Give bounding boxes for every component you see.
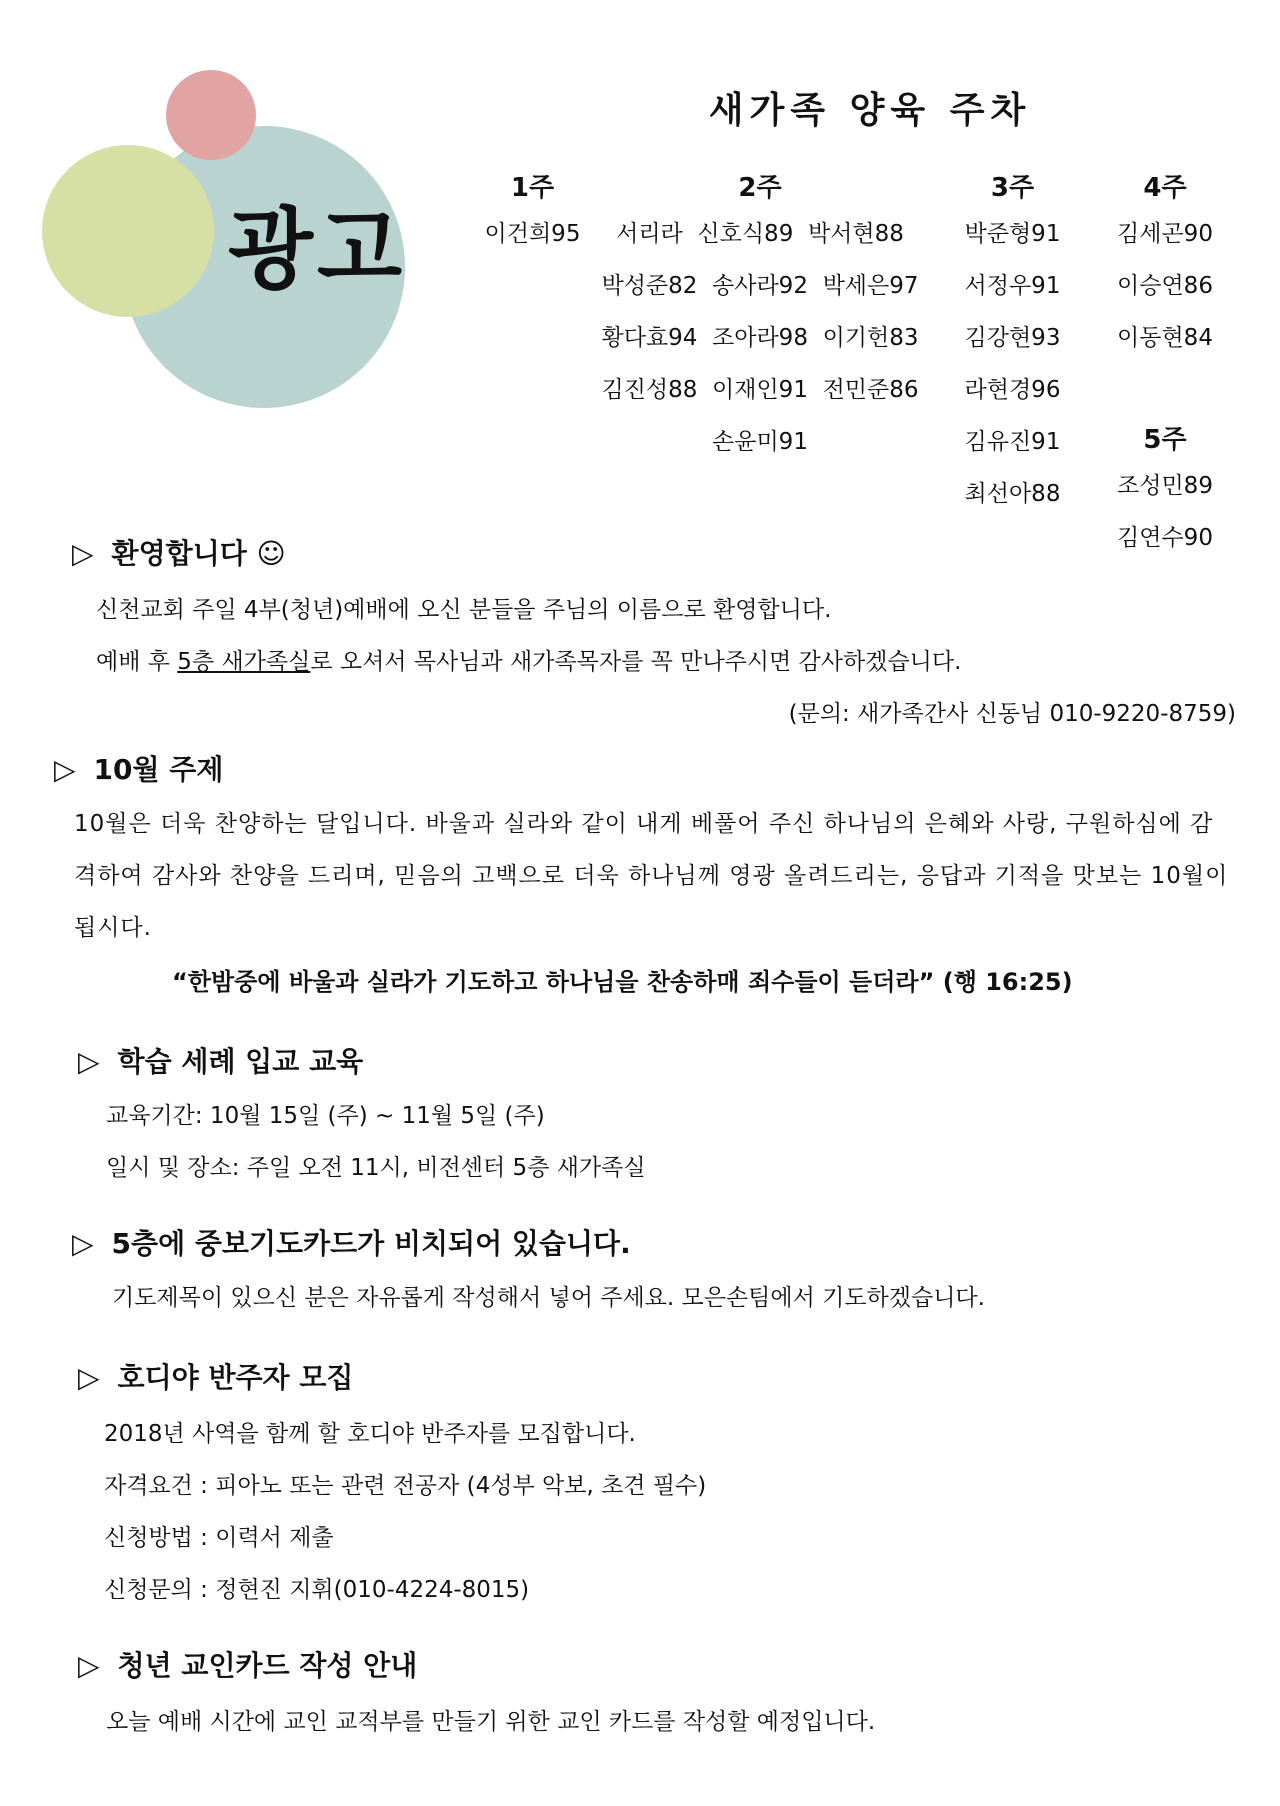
triangle-icon: ▷	[72, 537, 94, 570]
week-5-column	[1100, 420, 1230, 564]
week-3-name: 최선아88	[964, 481, 1061, 507]
prayer-card-heading	[72, 1222, 631, 1262]
week-2-row: 손윤미91	[712, 429, 808, 455]
week-4-name: 이승연86	[1117, 273, 1213, 299]
accompanist-heading	[78, 1356, 353, 1396]
baptism-place: 일시 및 장소: 주일 오전 11시, 비전센터 5층 새가족실	[106, 1155, 646, 1181]
baptism-period: 교육기간: 10월 15일 (주) ~ 11월 5일 (주)	[106, 1103, 545, 1129]
week-2-row: 김진성88 이재인91 전민준86	[601, 377, 919, 403]
welcome-line-2-post: 로 오셔서 목사님과 새가족목자를 꼭 만나주시면 감사하겠습니다.	[310, 649, 962, 675]
week-4-name: 이동현84	[1117, 325, 1213, 351]
welcome-contact: (문의: 새가족간사 신동님 010-9220-8759)	[788, 701, 1236, 727]
pink-circle-decoration	[166, 70, 256, 160]
october-title: 10월 주제	[93, 753, 224, 786]
week-4-name: 김세곤90	[1117, 221, 1213, 247]
week-3-column	[950, 168, 1075, 520]
week-1-name: 이건희95	[484, 221, 581, 247]
triangle-icon: ▷	[78, 1361, 100, 1394]
triangle-icon: ▷	[72, 1227, 94, 1260]
week-4-column	[1100, 168, 1230, 364]
logo-title: 광고	[228, 198, 407, 301]
week-3-name: 라현경96	[964, 377, 1061, 403]
welcome-title: 환영합니다 ☺	[111, 537, 286, 570]
week-5-name: 조성민89	[1117, 473, 1213, 499]
welcome-line-2-pre: 예배 후	[96, 649, 178, 675]
week-5-name: 김연수90	[1117, 525, 1213, 551]
week-3-name: 김유진91	[964, 429, 1061, 455]
new-family-room-text: 5층 새가족실	[177, 649, 311, 675]
week-3-label: 3주	[990, 173, 1035, 203]
week-1-label: 1주	[510, 173, 555, 203]
accompanist-line: 신청방법 : 이력서 제출	[104, 1525, 334, 1551]
week-2-row: 서리라 신호식89 박서현88	[616, 221, 904, 247]
welcome-heading	[72, 532, 286, 572]
october-heading	[54, 748, 223, 788]
member-card-body: 오늘 예배 시간에 교인 교적부를 만들기 위한 교인 카드를 작성할 예정입니다.	[106, 1709, 876, 1735]
triangle-icon: ▷	[78, 1045, 100, 1078]
member-card-title: 청년 교인카드 작성 안내	[117, 1649, 418, 1682]
weeks-title: 새가족 양육 주차	[708, 90, 1032, 131]
week-2-row: 황다효94 조아라98 이기헌83	[601, 325, 919, 351]
welcome-line-2	[96, 636, 961, 688]
week-3-name: 서정우91	[964, 273, 1061, 299]
week-2-column	[590, 168, 930, 468]
member-card-heading	[78, 1644, 417, 1684]
green-circle-decoration	[42, 145, 214, 317]
week-4-label: 4주	[1143, 173, 1187, 203]
october-verse: “한밤중에 바울과 실라가 기도하고 하나님을 찬송하매 죄수들이 듣더라” (행 16:25)	[172, 968, 1073, 996]
welcome-line-1: 신천교회 주일 4부(청년)예배에 오신 분들을 주님의 이름으로 환영합니다.	[96, 597, 832, 623]
triangle-icon: ▷	[78, 1649, 100, 1682]
week-3-name: 김강현93	[964, 325, 1061, 351]
baptism-heading	[78, 1040, 363, 1080]
accompanist-line: 신청문의 : 정현진 지휘(010-4224-8015)	[104, 1577, 530, 1603]
prayer-card-body: 기도제목이 있으신 분은 자유롭게 작성해서 넣어 주세요. 모은손팀에서 기도하겠습니다.	[112, 1285, 985, 1311]
accompanist-title: 호디야 반주자 모집	[117, 1361, 354, 1394]
ad-logo	[0, 0, 460, 430]
triangle-icon: ▷	[54, 753, 76, 786]
baptism-title: 학습 세례 입교 교육	[117, 1045, 364, 1078]
accompanist-line: 자격요건 : 피아노 또는 관련 전공자 (4성부 악보, 초견 필수)	[104, 1473, 707, 1499]
october-body: 10월은 더욱 찬양하는 달입니다. 바울과 실라와 같이 내게 베풀어 주신 하나님의 은혜와 사랑, 구원하심에 감격하여 감사와 찬양을 드리며, 믿음의 고백으로 더욱 하나님께 영광 올려드리는, 응답과 기적을 맛보는 10월이 됩시다.	[74, 811, 1229, 941]
week-2-row: 박성준82 송사라92 박세은97	[601, 273, 919, 299]
accompanist-line: 2018년 사역을 함께 할 호디야 반주자를 모집합니다.	[104, 1421, 636, 1447]
week-5-label: 5주	[1143, 425, 1187, 455]
week-3-name: 박준형91	[964, 221, 1061, 247]
week-1-column	[470, 168, 595, 260]
week-2-label: 2주	[738, 173, 782, 203]
prayer-card-title: 5층에 중보기도카드가 비치되어 있습니다.	[111, 1227, 631, 1260]
